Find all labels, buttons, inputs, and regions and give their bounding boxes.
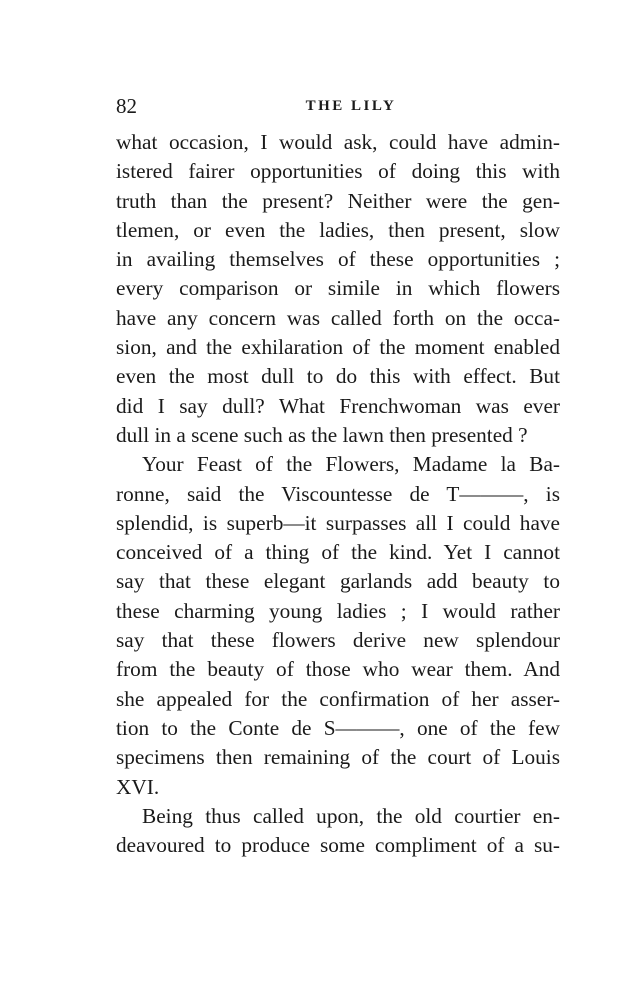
text-line: Being thus called upon, the old courtier en- [142, 803, 560, 828]
page-header [116, 93, 560, 119]
text-line: what occasion, I would ask, could have admin- [116, 130, 560, 154]
text-line: specimens then remaining of the court of Louis [116, 745, 560, 770]
text-line: she appealed for the confirmation of her asser- [116, 686, 560, 711]
text-line: say that these elegant garlands add beauty to [116, 569, 560, 594]
text-line: from the beauty of those who wear them. And [116, 657, 560, 682]
page-number: 82 [116, 94, 137, 118]
text-line: XVI. [116, 774, 160, 799]
text-line: even the most dull to do this with effect. But [116, 364, 560, 389]
text-line: dull in a scene such as the lawn then presented ? [116, 422, 528, 447]
text-line: these charming young ladies ; I would rather [116, 598, 560, 623]
text-line: splendid, is superb—it surpasses all I could have [116, 510, 560, 535]
text-line: tion to the Conte de S———, one of the few [116, 715, 560, 740]
text-line: have any concern was called forth on the occa- [116, 305, 560, 330]
text-line: truth than the present? Neither were the gen- [116, 188, 560, 213]
text-line: ronne, said the Viscountesse de T———, is [116, 481, 560, 506]
text-line: Your Feast of the Flowers, Madame la Ba- [142, 452, 560, 477]
text-line: conceived of a thing of the kind. Yet I cannot [116, 540, 560, 565]
text-line: deavoured to produce some compliment of a su- [116, 833, 560, 858]
running-head: THE LILY [305, 98, 397, 114]
text-line: sion, and the exhilaration of the moment enabled [116, 335, 560, 360]
text-line: tlemen, or even the ladies, then present, slow [116, 217, 560, 242]
text-line: istered fairer opportunities of doing this with [116, 159, 560, 184]
text-line: did I say dull? What Frenchwoman was ever [116, 393, 560, 418]
text-line: say that these flowers derive new splendour [116, 628, 560, 653]
text-line: every comparison or simile in which flowers [116, 276, 560, 301]
text-line: in availing themselves of these opportunities ; [116, 247, 560, 272]
body-text [116, 128, 560, 860]
